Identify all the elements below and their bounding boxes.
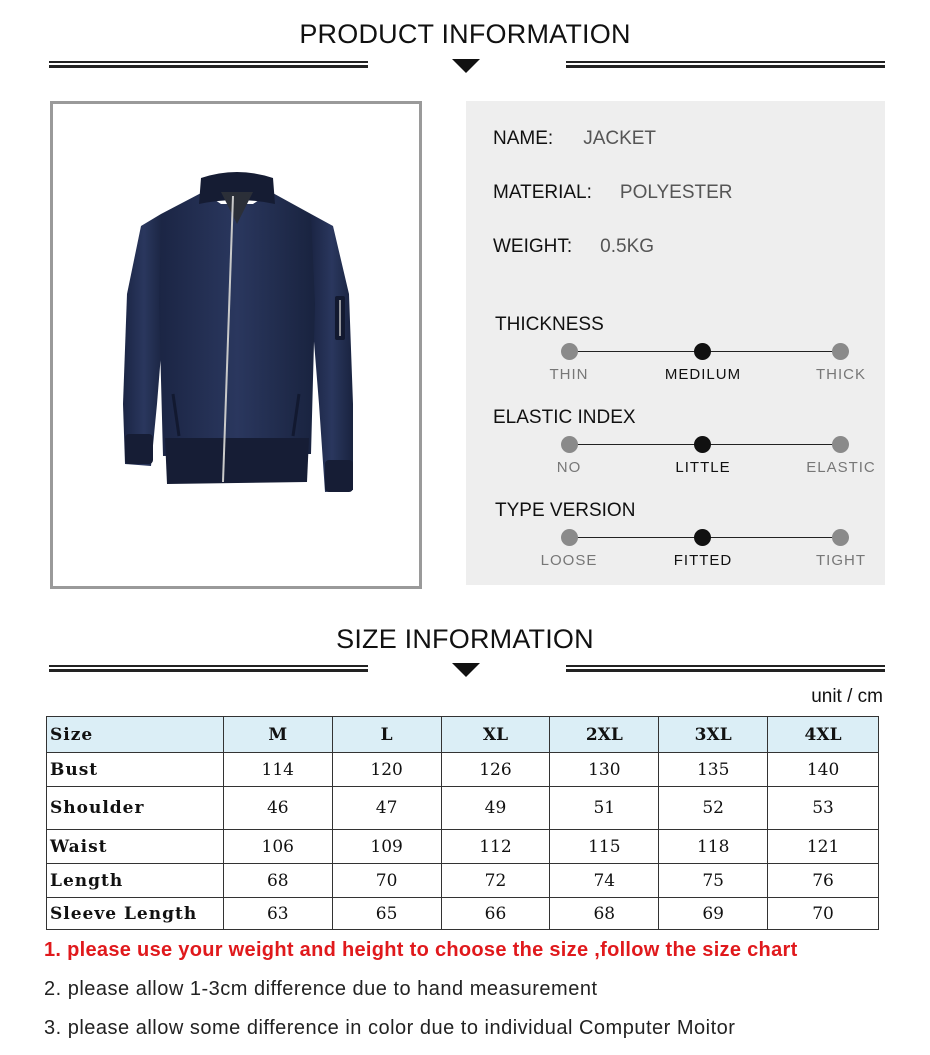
thickness-scale — [466, 343, 885, 393]
size-down-triangle-icon — [452, 663, 480, 677]
table-row — [47, 753, 879, 787]
table-cell: 74 — [550, 864, 659, 898]
table-cell: 49 — [441, 787, 550, 830]
table-cell: 75 — [659, 864, 768, 898]
divider-left — [49, 61, 368, 69]
table-cell: 114 — [223, 753, 332, 787]
elastic-dot-elastic — [832, 436, 849, 453]
thickness-option-thin: THIN — [549, 366, 589, 383]
table-cell: 120 — [332, 753, 441, 787]
product-photo — [50, 101, 422, 589]
table-cell: 65 — [332, 898, 441, 930]
elastic-option-little: LITTLE — [675, 459, 731, 476]
size-divider-right — [566, 665, 885, 673]
table-cell: 68 — [223, 864, 332, 898]
thickness-option-thick: THICK — [816, 366, 866, 383]
table-cell: 115 — [550, 830, 659, 864]
material-row — [493, 182, 733, 204]
table-cell: 121 — [768, 830, 879, 864]
material-value: POLYESTER — [619, 182, 733, 203]
table-cell: 126 — [441, 753, 550, 787]
elastic-title: ELASTIC INDEX — [493, 407, 636, 428]
type-option-tight: TIGHT — [816, 552, 866, 569]
thickness-option-medium: MEDILUM — [664, 366, 742, 383]
row-label: Sleeve Length — [47, 898, 224, 930]
thickness-dot-thick — [832, 343, 849, 360]
note-size-chart: 1. please use your weight and height to choose the size ,follow the size chart — [44, 939, 798, 961]
material-label: MATERIAL: — [493, 182, 592, 203]
type-option-fitted: FITTED — [673, 552, 733, 569]
elastic-scale — [466, 436, 885, 486]
header-3xl: 3XL — [659, 717, 768, 753]
elastic-option-elastic: ELASTIC — [806, 459, 876, 476]
table-cell: 63 — [223, 898, 332, 930]
table-cell: 140 — [768, 753, 879, 787]
elastic-option-no: NO — [556, 459, 582, 476]
table-row — [47, 787, 879, 830]
type-option-loose: LOOSE — [540, 552, 598, 569]
table-cell: 53 — [768, 787, 879, 830]
row-label: Shoulder — [47, 787, 224, 830]
table-row — [47, 898, 879, 930]
table-cell: 46 — [223, 787, 332, 830]
table-cell: 109 — [332, 830, 441, 864]
product-info-title: PRODUCT INFORMATION — [299, 19, 631, 49]
unit-label: unit / cm — [811, 686, 883, 707]
table-cell: 70 — [332, 864, 441, 898]
header-size: Size — [47, 717, 224, 753]
table-cell: 51 — [550, 787, 659, 830]
down-triangle-icon — [452, 59, 480, 73]
thickness-title: THICKNESS — [495, 314, 604, 335]
type-dot-fitted — [694, 529, 711, 546]
table-cell: 72 — [441, 864, 550, 898]
weight-row — [493, 236, 654, 258]
table-cell: 47 — [332, 787, 441, 830]
type-dot-loose — [561, 529, 578, 546]
table-cell: 52 — [659, 787, 768, 830]
type-scale — [466, 529, 885, 579]
table-cell: 66 — [441, 898, 550, 930]
size-table — [46, 716, 879, 930]
type-dot-tight — [832, 529, 849, 546]
header-l: L — [332, 717, 441, 753]
header-4xl: 4XL — [768, 717, 879, 753]
row-label: Bust — [47, 753, 224, 787]
header-2xl: 2XL — [550, 717, 659, 753]
header-xl: XL — [441, 717, 550, 753]
weight-value: 0.5KG — [600, 236, 655, 257]
name-value: JACKET — [583, 128, 657, 149]
size-info-title: SIZE INFORMATION — [336, 624, 594, 654]
elastic-dot-no — [561, 436, 578, 453]
row-label: Length — [47, 864, 224, 898]
thickness-dot-thin — [561, 343, 578, 360]
elastic-dot-little — [694, 436, 711, 453]
table-cell: 70 — [768, 898, 879, 930]
header-m: M — [223, 717, 332, 753]
name-row — [493, 128, 656, 150]
thickness-dot-medium — [694, 343, 711, 360]
size-table-header — [47, 717, 879, 753]
weight-label: WEIGHT: — [493, 236, 573, 257]
table-cell: 130 — [550, 753, 659, 787]
table-cell: 69 — [659, 898, 768, 930]
table-cell: 106 — [223, 830, 332, 864]
divider-right — [566, 61, 885, 69]
table-cell: 76 — [768, 864, 879, 898]
row-label: Waist — [47, 830, 224, 864]
name-label: NAME: — [493, 128, 554, 149]
product-info-panel — [466, 101, 885, 585]
table-cell: 112 — [441, 830, 550, 864]
jacket-image — [53, 104, 419, 586]
size-divider-left — [49, 665, 368, 673]
note-measurement: 2. please allow 1-3cm difference due to hand measurement — [44, 978, 598, 1000]
table-row — [47, 864, 879, 898]
type-title: TYPE VERSION — [495, 500, 636, 521]
table-cell: 118 — [659, 830, 768, 864]
table-cell: 68 — [550, 898, 659, 930]
note-color: 3. please allow some difference in color due to individual Computer Moitor — [44, 1017, 736, 1039]
table-cell: 135 — [659, 753, 768, 787]
table-row — [47, 830, 879, 864]
